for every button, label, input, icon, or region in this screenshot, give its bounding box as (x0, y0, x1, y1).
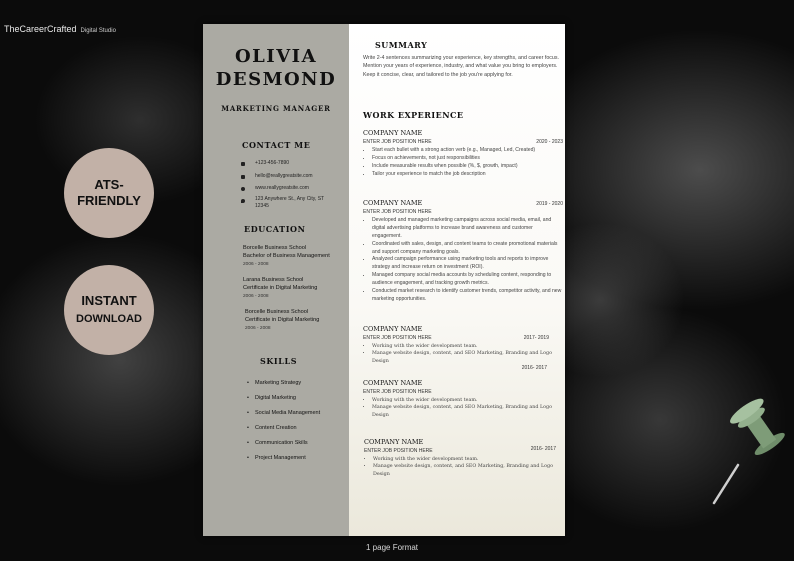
email-icon (241, 175, 245, 179)
job-entry: COMPANY NAME ENTER JOB POSITION HERE 2016- 2017 • Working with the wider development team. • Manage website design, content, and SEO Marketing, Branding and Logo Design (363, 379, 563, 419)
skill-item: • Marketing Strategy (255, 380, 301, 386)
push-pin-icon (700, 385, 794, 515)
skills-heading: SKILLS (260, 356, 298, 366)
resume-main (349, 24, 565, 536)
summary-heading: SUMMARY (375, 40, 428, 50)
globe-icon (241, 187, 245, 191)
instant-download-badge (64, 265, 154, 355)
skill-item: • Communication Skills (255, 440, 308, 446)
download-label: DOWNLOAD (76, 313, 142, 326)
ats-badge-label: ATS- FRIENDLY (77, 176, 141, 208)
summary-text: Write 2-4 sentences summarizing your experience, key strengths, and career focus. Mention your years of experience, industry, and what value you bring to employers. Keep it concise, clear, and tailored to the job you're applying for. (363, 55, 559, 78)
education-item: Larana Business School Certificate in Digital Marketing 2006 - 2008 (243, 277, 318, 299)
contact-phone: +123-456-7890 (255, 160, 290, 166)
last-name: DESMOND (215, 69, 337, 90)
first-name: OLIVIA (234, 46, 318, 67)
skill-item: • Social Media Management (255, 410, 320, 416)
education-heading: EDUCATION (244, 224, 306, 234)
brand-logo: TheCareerCrafted Digital Studio (4, 24, 116, 34)
job-entry: COMPANY NAME ENTER JOB POSITION HERE 2016- 2017 • Working with the wider development team. • Manage website design, content, and SEO Marketing, Branding and Logo Design (364, 438, 564, 478)
job-entry: COMPANY NAME ENTER JOB POSITION HERE 2020 - 2023 • Start each bullet with a strong action verb (e.g., Managed, Led, Created) • Focus on achievements, not just responsibilities • Include measurable results when possible (%, $, growth, impact) • Tailor your experience to match the job description (363, 129, 563, 179)
job-entry: COMPANY NAME ENTER JOB POSITION HERE 2017- 2019 • Working with the wider development team. • Manage website design, content, and SEO Marketing, Branding and Logo Design (363, 325, 563, 365)
job-title: MARKETING MANAGER (221, 104, 331, 113)
contact-email: hello@reallygreatsite.com (255, 173, 313, 179)
job-entry: COMPANY NAME ENTER JOB POSITION HERE 2019 - 2020 • Developed and managed marketing campaigns across social media, email, and digital advertising platforms to increase brand awareness and customer engagement. • Coordinated with sales, design, and content teams to create promotional materials and support company marketing goals. • Analyzed campaign performance using marketing tools and reports to improve strategy and increase return on investment (ROI). • Managed company social media accounts by scheduling content, responding to audience engagement, and tracking growth metrics. • Conducted market research to identify customer trends, competitor activity, and new marketing opportunities. (363, 199, 563, 304)
work-experience-heading: WORK EXPERIENCE (363, 110, 464, 120)
phone-icon (241, 162, 245, 166)
contact-heading: CONTACT ME (242, 140, 311, 150)
instant-label: INSTANT (81, 293, 137, 308)
skill-item: • Project Management (255, 455, 306, 461)
contact-address: 123 Anywhere St., Any City, ST 12345 (255, 196, 325, 209)
education-item: Borcelle Business School Certificate in Digital Marketing 2006 - 2008 (245, 309, 320, 331)
resume-sidebar (203, 24, 349, 536)
contact-website: www.reallygreatsite.com (255, 185, 309, 191)
skill-item: • Digital Marketing (255, 395, 296, 401)
education-item: Borcelle Business School Bachelor of Business Management 2006 - 2008 (243, 245, 330, 267)
resume-page (203, 24, 565, 536)
skill-item: • Content Creation (255, 425, 297, 431)
ats-friendly-badge (64, 148, 154, 238)
location-pin-icon (241, 199, 245, 203)
page-format-caption: 1 page Format (366, 543, 419, 552)
